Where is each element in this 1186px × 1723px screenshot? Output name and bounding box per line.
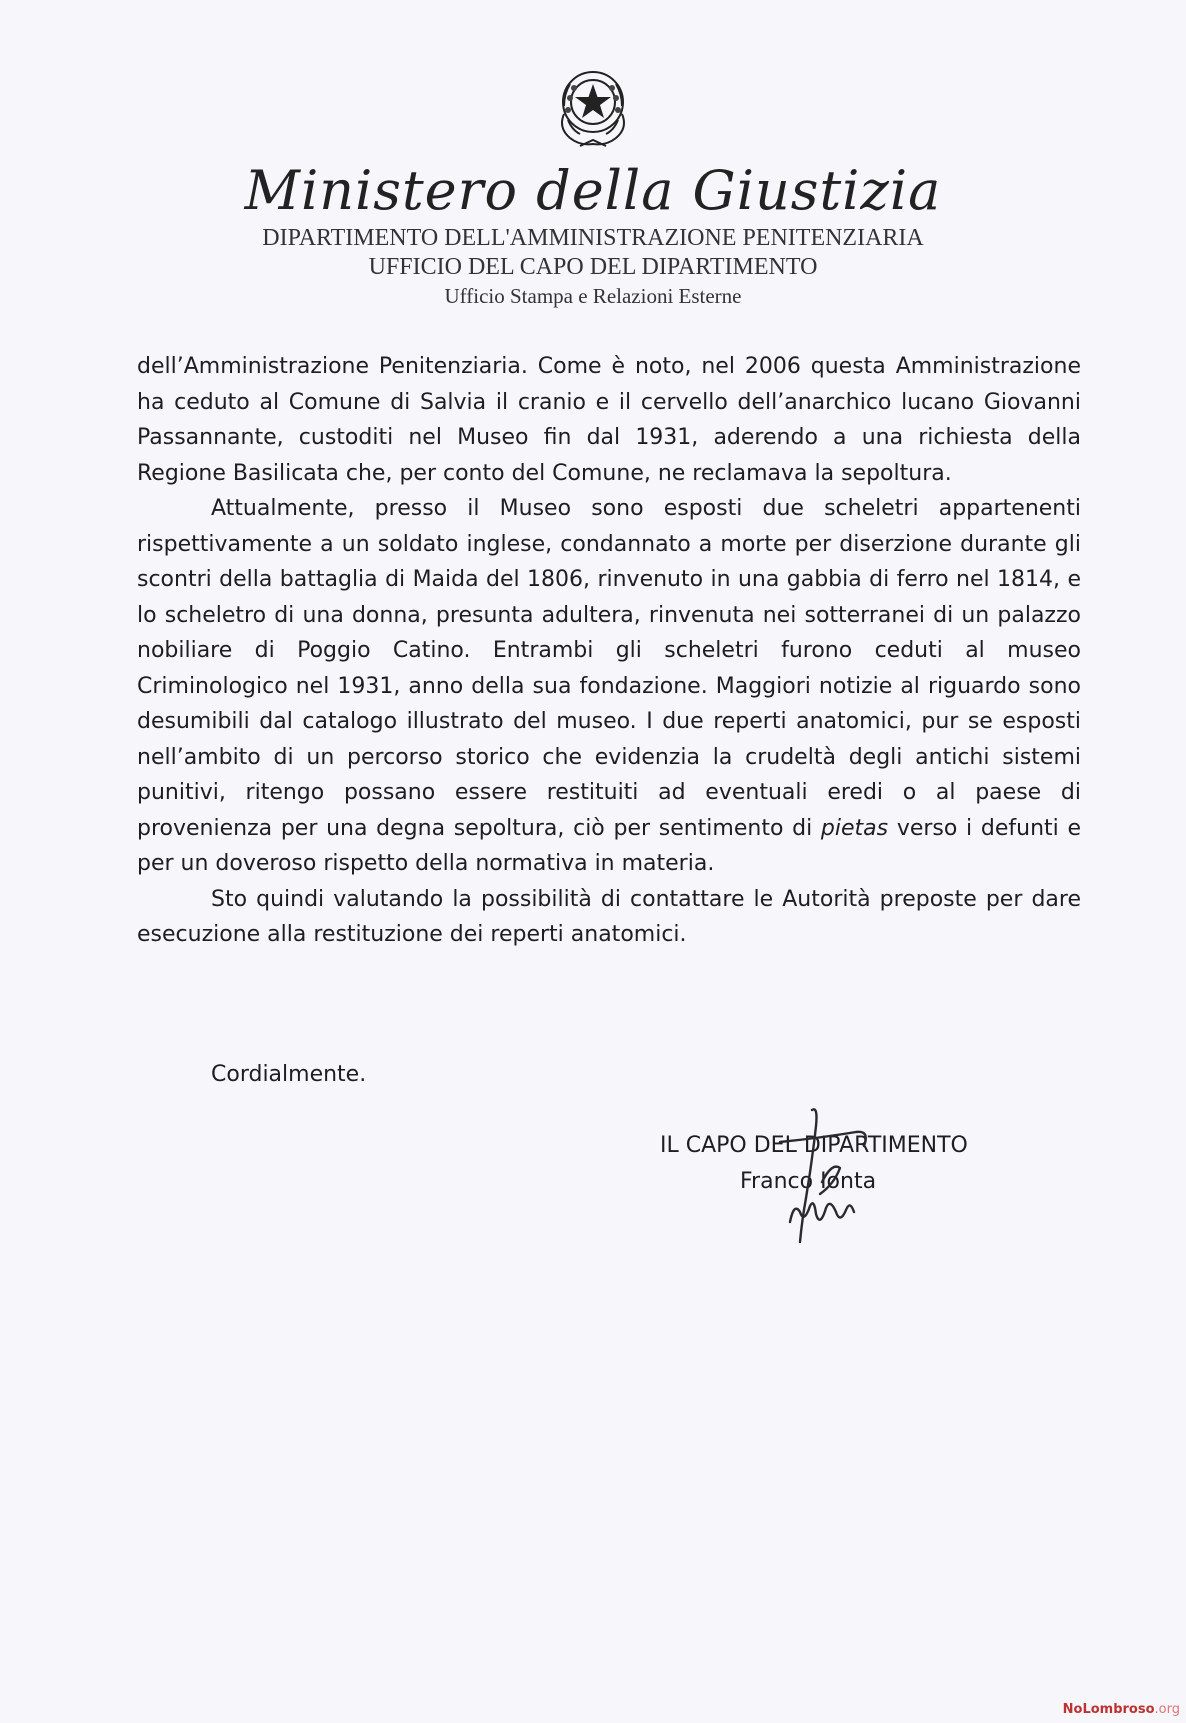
office-name: UFFICIO DEL CAPO DEL DIPARTIMENTO <box>368 254 818 280</box>
paragraph-2-italic: pietas <box>820 815 889 841</box>
paragraph-2-text-b: verso i defunti e per un doveroso rispetto della normativa in materia. <box>137 815 1082 876</box>
signatory-name: Franco Ionta <box>740 1169 877 1194</box>
paragraph-2-text-a: Attualmente, presso il Museo sono esposti due scheletri appartenenti rispettivamente a un soldato inglese, condannato a morte per diserzione durante gli scontri della battaglia di Maida del 1806, rinvenuto in una gabbia di ferro nel 1814, e lo scheletro di una donna, presunta adultera, rinvenuta nei sotterranei di un palazzo nobiliare di Poggio Catino. Entrambi gli scheletri furono ceduti al museo Criminologico nel 1931, anno della sua fondazione. Maggiori notizie al riguardo sono desumibili dal catalogo illustrato del museo. I due reperti anatomici, pur se esposti nell’ambito di un percorso storico che evidenzia la crudeltà degli antichi sistemi punitivi, ritengo possano essere restituiti ad eventuali eredi o al paese di provenienza per una degna sepoltura, ciò per sentimento di <box>137 496 1081 841</box>
letterhead <box>0 58 1186 310</box>
watermark <box>1063 1702 1180 1717</box>
ministry-name: Ministero della Giustizia <box>244 159 942 222</box>
letter-body <box>137 349 1081 953</box>
paragraph-2 <box>137 491 1081 882</box>
paragraph-1: dell’Amministrazione Penitenziaria. Come è noto, nel 2006 questa Amministrazione ha ceduto al Comune di Salvia il cranio e il cervello dell’anarchico lucano Giovanni Passannante, custoditi nel Museo fin dal 1931, aderendo a una richiesta della Regione Basilicata che, per conto del Comune, ne reclamava la sepoltura. <box>137 354 1081 486</box>
department-name: DIPARTIMENTO DELL'AMMINISTRAZIONE PENITENZIARIA <box>262 225 924 251</box>
press-office-name: Ufficio Stampa e Relazioni Esterne <box>444 284 742 308</box>
paragraph-3: Sto quindi valutando la possibilità di contattare le Autorità preposte per dare esecuzione alla restituzione dei reperti anatomici. <box>137 886 1081 947</box>
watermark-tld: .org <box>1154 1702 1180 1717</box>
italian-republic-emblem-icon <box>550 58 636 154</box>
signatory-title: IL CAPO DEL DIPARTIMENTO <box>660 1133 968 1158</box>
handwritten-signature-icon <box>760 1102 900 1252</box>
watermark-brand: NoLombroso <box>1062 1702 1155 1717</box>
closing: Cordialmente. <box>211 1062 367 1087</box>
